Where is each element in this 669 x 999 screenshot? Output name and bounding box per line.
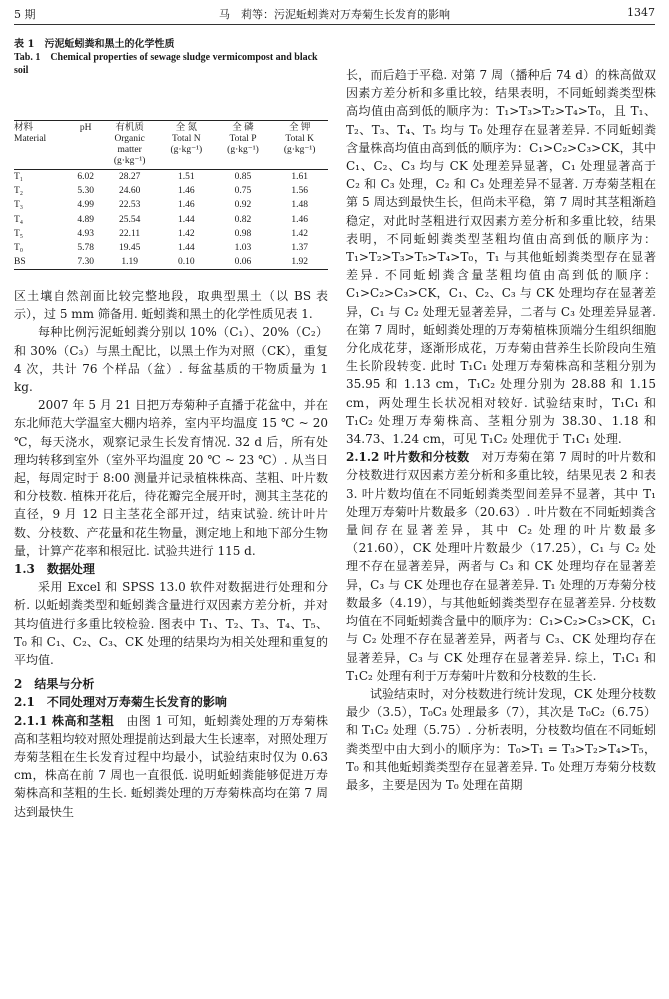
paragraph: 2.1.1 株高和茎粗 由图 1 可知，蚯蚓粪处理的万寿菊株高和茎粗均较对照处理提前达到最大生长速率，对照处理万寿菊茎粗在生长发育过程中均最小，试验结束时仅为 0.63 cm，株高在前 7 周也一直很低. 说明蚯蚓粪能够促进万寿菊株高和茎粗的生长. 蚯蚓粪处理的万寿菊株高均在第 7 周达到最快生: [14, 713, 328, 819]
table-cell: 4.89: [77, 214, 94, 225]
table-cell: T₂: [14, 186, 24, 197]
table-cell: 1.46: [178, 200, 195, 211]
section-heading: 1.3 数据处理: [14, 562, 95, 577]
table-caption-en: Tab. 1 Chemical properties of sewage sludge vermicompost and black soil: [14, 52, 318, 76]
table-cell: 24.60: [118, 186, 141, 197]
subsubsection-heading: 2.1.2 叶片数和分枝数: [346, 450, 470, 465]
table-cell: 0.10: [158, 255, 215, 270]
table-cell: 7.30: [70, 255, 101, 270]
table-cell: 6.02: [77, 172, 94, 182]
issue-number: 5 期: [14, 8, 36, 21]
table-cell: T₁: [14, 172, 24, 182]
right-column: [346, 66, 656, 794]
table-cell: 1.03: [234, 243, 252, 254]
table-cell: T₅: [14, 228, 24, 239]
table-cell: 22.11: [119, 228, 141, 239]
table-cell: 25.54: [118, 214, 141, 225]
table-cell: 28.27: [118, 172, 141, 182]
page-number: 1347: [627, 6, 655, 19]
paragraph: 2.1.2 叶片数和分枝数 对万寿菊在第 7 周时的叶片数和分枝数进行双因素方差分析和多重比较，结果见表 2 和表 3. 叶片数均值在不同蚯蚓粪类型间差异不显著，其中 T₁ 处理万寿菊叶片数最多（20.63）. 叶片数在不同蚯蚓粪含量间存在显著差异，其中 C₂ 处理的叶片数最多（21.60），CK 处理叶片数最少（17.25），C₁ 与 C₂ 处理不存在显著差异，两者与 C₃ 和 CK 处理均存在显著差异，C₃ 与 CK 处理也存在显著差异. T₁ 处理的万寿菊分枝数最多（4.19），与其他蚯蚓粪类型存在显著差异. 分枝数均值在不同蚯蚓粪含量中的顺序为：C₁>C₂>C₃>CK，C₁ 与 C₂ 处理不存在显著差异，两者与 C₃、CK 处理均存在显著差异，C₃ 与 CK 处理存在显著差异. 综上，T₁C₁ 和 T₁C₂ 处理有利于万寿菊叶片数和分枝数的生长.: [346, 450, 656, 683]
table-cell: 1.42: [178, 228, 195, 239]
table-row: [14, 198, 328, 212]
paragraph: 区土壤自然剖面比较完整地段，取典型黑土（以 BS 表示），过 5 mm 筛备用. 蚯蚓粪和黑土的化学性质见表 1.: [14, 289, 328, 322]
table-row: [14, 184, 328, 198]
paragraph: 采用 Excel 和 SPSS 13.0 软件对数据进行处理和分析. 以蚯蚓粪类型和蚯蚓粪含量进行双因素方差分析，并对其均值进行多重比较检验. 图表中 T₁、T₂、T₃、T₄、T₅、T₀ 和 C₁、C₂、C₃、CK 处理的结果均为相关处理和重复的平均值.: [14, 580, 328, 668]
subsubsection-heading: 2.1.1 株高和茎粗: [14, 713, 114, 728]
table-cell: 5.78: [77, 243, 94, 254]
running-header: [14, 6, 655, 24]
subsection-heading: 2.1 不同处理对万寿菊生长发育的影响: [14, 695, 227, 710]
header-rule: [14, 24, 655, 25]
table-cell: 0.92: [234, 200, 252, 211]
table-cell: 1.48: [291, 200, 308, 211]
table-cell: T₀: [14, 243, 24, 254]
table-row: [14, 255, 328, 270]
table-cell: 1.44: [178, 243, 195, 254]
table-cell: 1.46: [178, 186, 195, 197]
table-caption-cn: 表 1 污泥蚯蚓粪和黑土的化学性质: [14, 39, 175, 50]
chemical-properties-table: [14, 120, 328, 270]
table-row: [14, 170, 328, 185]
table-cell: 22.53: [118, 200, 141, 211]
table-cell: 0.75: [234, 186, 252, 197]
table-caption: [14, 38, 328, 77]
table-cell: T₄: [14, 214, 24, 225]
table-row: [14, 213, 328, 227]
table-header-cell: 全 钾 Total K (g·kg⁻¹): [271, 121, 328, 170]
table-header-cell: 全 氮 Total N (g·kg⁻¹): [158, 121, 215, 170]
paragraph: 每种比例污泥蚯蚓粪分别以 10%（C₁）、20%（C₂）和 30%（C₃）与黑土配比，以黑土作为对照（CK），重复 4 次，共计 76 个样品（盆）. 每盆基质的干物质量为 1 kg.: [14, 325, 328, 395]
table-cell: 0.98: [234, 228, 252, 239]
table-cell: BS: [14, 255, 70, 270]
table-cell: 4.99: [77, 200, 94, 211]
table-cell: 1.51: [178, 172, 195, 182]
table-header-row: [14, 121, 328, 170]
table-row: [14, 227, 328, 241]
table-header-cell: 有机质 Organic matter (g·kg⁻¹): [101, 121, 158, 170]
paragraph: 长，而后趋于平稳. 对第 7 周（播种后 74 d）的株高做双因素方差分析和多重比较，结果表明，不同蚯蚓粪类型株高均值由高到低的顺序为：T₁>T₃>T₂>T₄>T₀，且 T₁、T₂、T₃、T₄、T₅ 均与 T₀ 处理存在显著差异. 不同蚯蚓粪含量株高均值由高到低的顺序为：C₁>C₂>C₃>CK，其中 C₁、C₂、C₃ 均与 CK 处理差异显著，C₁ 处理显著高于 C₂ 和 C₃ 处理，C₂ 和 C₃ 处理差异不显著. 万寿菊茎粗在第 5 周达到最快生长，但尚未平稳，第 7 周时其茎粗渐趋稳定，对此时茎粗进行双因素方差分析和多重比较，结果表明，不同蚯蚓粪类型茎粗均值由高到低的顺序为：T₁>T₂>T₃>T₅>T₄>T₀，T₁ 与其他蚯蚓粪类型存在显著差异. 不同蚯蚓粪含量茎粗均值由高到低的顺序：C₁>C₂>C₃>CK，C₁、C₂、C₃ 与 CK 处理均存在显著差异，C₁ 与 C₂ 处理无显著差异，二者与 C₃ 处理差异显著. 在第 7 周时，蚯蚓粪处理的万寿菊植株顶端分生组织细胞分化成花芽，逐渐形成花，万寿菊由营养生长阶段向生殖生长阶段转变. 此时 T₁C₁ 处理万寿菊株高和茎粗分别为 35.95 和 1.13 cm，T₁C₂ 处理分别为 28.88 和 1.15 cm，两处理生长状况相对较好. 试验结束时，T₁C₁ 和 T₁C₂ 处理万寿菊株高、茎粗分别为 38.30、1.18 和 34.73、1.24 cm，可见 T₁C₂ 处理优于 T₁C₁ 处理.: [346, 68, 656, 447]
left-column: [14, 287, 328, 821]
table-cell: 0.06: [215, 255, 272, 270]
table-cell: T₃: [14, 200, 24, 211]
table-cell: 1.37: [291, 243, 308, 254]
paragraph: 2007 年 5 月 21 日把万寿菊种子直播于花盆中，并在东北师范大学温室大棚内培养，室内平均温度 15 ℃ ~ 20 ℃，每天浇水，观察记录生长发育情况. 32 d 后，所有处理均转移到室外（室外平均温度 20 ℃ ~ 23 ℃）. 从当日起，每周定时于 8:00 测量并记录植株株高、茎粗、叶片数和分枝数. 植株开花后，待花瓣完全展开时，测其主茎花的直径，9 月 12 日主茎花全部开过，结束试验. 统计叶片数、分枝数、产花量和花生物量，测定地上和地下部分生物量，计算产花率和根冠比. 试验共进行 115 d.: [14, 398, 328, 558]
section-heading: 2 结果与分析: [14, 677, 95, 692]
table-header-cell: 全 磷 Total P (g·kg⁻¹): [215, 121, 272, 170]
table-header-cell: 材料 Material: [14, 121, 70, 170]
table-cell: 1.42: [291, 228, 308, 239]
table-cell: 5.30: [77, 186, 94, 197]
table-cell: 1.44: [178, 214, 195, 225]
paragraph: 试验结束时，对分枝数进行统计发现，CK 处理分枝数最少（3.5），T₀C₃ 处理最多（7），其次是 T₀C₂（6.75）和 T₁C₂ 处理（5.75）. 分析表明，分枝数均值在不同蚯蚓粪类型中由大到小的顺序为：T₀>T₁ = T₃>T₂>T₄>T₅，T₀ 和其他蚯蚓粪类型存在显著差异. T₀ 处理万寿菊分枝数最多，主要是因为 T₀ 处理在苗期: [346, 686, 656, 792]
table-cell: 0.82: [234, 214, 252, 225]
table-cell: 1.92: [271, 255, 328, 270]
table-cell: 1.46: [291, 214, 308, 225]
table-cell: 4.93: [77, 228, 94, 239]
table-cell: 0.85: [234, 172, 252, 182]
table-cell: 1.61: [291, 172, 308, 182]
table-header-cell: pH: [70, 121, 101, 170]
table-row: [14, 241, 328, 255]
running-title: 马 莉等：污泥蚯蚓粪对万寿菊生长发育的影响: [219, 8, 450, 21]
table-cell: 19.45: [118, 243, 141, 254]
table-cell: 1.19: [101, 255, 158, 270]
table-cell: 1.56: [291, 186, 308, 197]
